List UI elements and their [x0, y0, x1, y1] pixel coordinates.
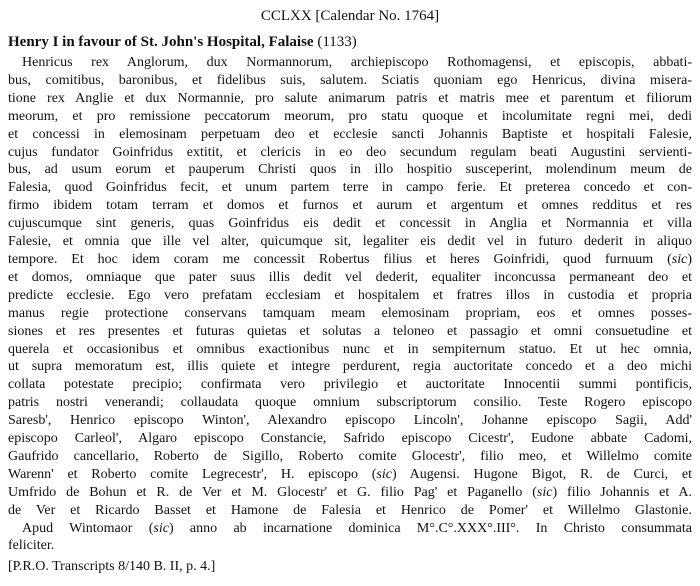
text-line: cujuscumque sint generis, quas Goinfridus eis dedit et concessit in Anglia et Normannia et villa [8, 216, 692, 232]
text-line: et domos, omniaque que pater suus illis dedit vel dederit, equaliter inconcussa permaneant deo et [8, 269, 692, 285]
document-title [8, 32, 357, 52]
text-line: siones et res presentes et futuras quietas et solutas a teloneo et passagio et omni consuetudine et [8, 323, 692, 339]
text-line: de Ver et Ricardo Basset et Hamone de Falesia et Henrico de Pomer' et Willelmo Glastonie. [8, 502, 692, 518]
text-line: cujus fundator Goinfridus extitit, et clericis in eo deo secundum regulam beati Augustini servienti- [8, 144, 692, 160]
text-line: firmo ibidem totam terram et domos et furnos et aurum et argentum et omnes redditus et res [8, 198, 692, 214]
title-year: (1133) [317, 34, 357, 50]
text-line: bus, comitibus, baronibus, et fidelibus suis, salutem. Sciatis quoniam ego Henricus, divina misera- [8, 72, 692, 88]
text-line: ut supra memoratum est, illis quiete et integre perdurent, regia auctoritate concedo et a deo michi [8, 359, 692, 375]
text-line: episcopo Carleol', Algaro episcopo Constancie, Safrido episcopo Cicestr', Eudone abbate Cadomi, [8, 431, 692, 447]
text-line: et concessi in elemosinam perpetuam deo et ecclesie sancti Johannis Baptiste et hospitali Falesie, [8, 126, 692, 142]
source-reference: [P.R.O. Transcripts 8/140 B. II, p. 4.] [8, 559, 216, 574]
text-line: predicte ecclesie. Ego vero prefatam ecclesiam et hospitalem et fratres illos in custodia et propria [8, 287, 692, 303]
text-line: tempore. Et hoc idem coram me concessit Robertus filius et heres Goinfridi, quod furnuum (sic) [8, 251, 692, 267]
text-line: Saresb', Henrico episcopo Winton', Alexandro episcopo Lincoln', Johanne episcopo Sagii, Add' [8, 413, 692, 429]
text-line: Falesia, quod Goinfridus fecit, et unum partem terre in campo ferie. Et preterea concedo et con- [8, 180, 692, 196]
text-line: manus regie protectione conservans tamquam meam elemosinam propriam, eos et omnes posses- [8, 305, 692, 321]
text-line: Henricus rex Anglorum, dux Normannorum, archiepiscopo Rothomagensi, et episcopis, abbati- [22, 55, 692, 70]
text-line: Gaufrido cancellario, Roberto de Sigillo, Roberto comite Glocestr', filio meo, et Willelmo comite [8, 448, 692, 464]
text-line: Falesie, et omnia que ille vel alter, quicumque sit, legaliter eis dedit vel in futuro dederit in aliquo [8, 234, 692, 250]
text-line: feliciter. [8, 538, 55, 554]
text-line: Apud Wintomaor (sic) anno ab incarnatione dominica M°.C°.XXX°.III°. In Christo consummata [22, 520, 693, 536]
text-line: patris nostri venerandi; collaudata quoque omnium subscriptorum consilio. Teste Rogero episcopo [8, 395, 692, 411]
text-line: tione rex Anglie et dux Normannie, pro salute animarum patris et matris mee et parentum et filiorum [8, 90, 692, 106]
text-line: bus, ad usum eorum et pauperum Christi quos in illo hospitio susceperint, molendinum meum de [8, 162, 692, 178]
document-heading: CCLXX [Calendar No. 1764] [260, 8, 440, 24]
text-line: querela et occasionibus et omnibus exactionibus nunc et in sempiternum statuo. Et ut hec omnia, [8, 341, 692, 357]
text-line: Umfrido de Bohun et R. de Ver et M. Glocestr' et G. filio Pag' et Paganello (sic) filio Johannis et A. [8, 484, 692, 500]
text-line: collata potestate precipio; confirmata vero privilegio et auctoritate Innocentii summi pontificis, [8, 377, 692, 393]
charter-text [8, 54, 692, 555]
title-text: Henry I in favour of St. John's Hospital, Falaise [8, 34, 314, 50]
text-line: Warenn' et Roberto comite Legrecestr', H. episcopo (sic) Augensi. Hugone Bigot, R. de Curci, et [8, 466, 692, 482]
text-line: meorum, et pro remissione peccatorum meorum, pro statu quoque et incolumitate regni mei, dedi [8, 108, 692, 124]
